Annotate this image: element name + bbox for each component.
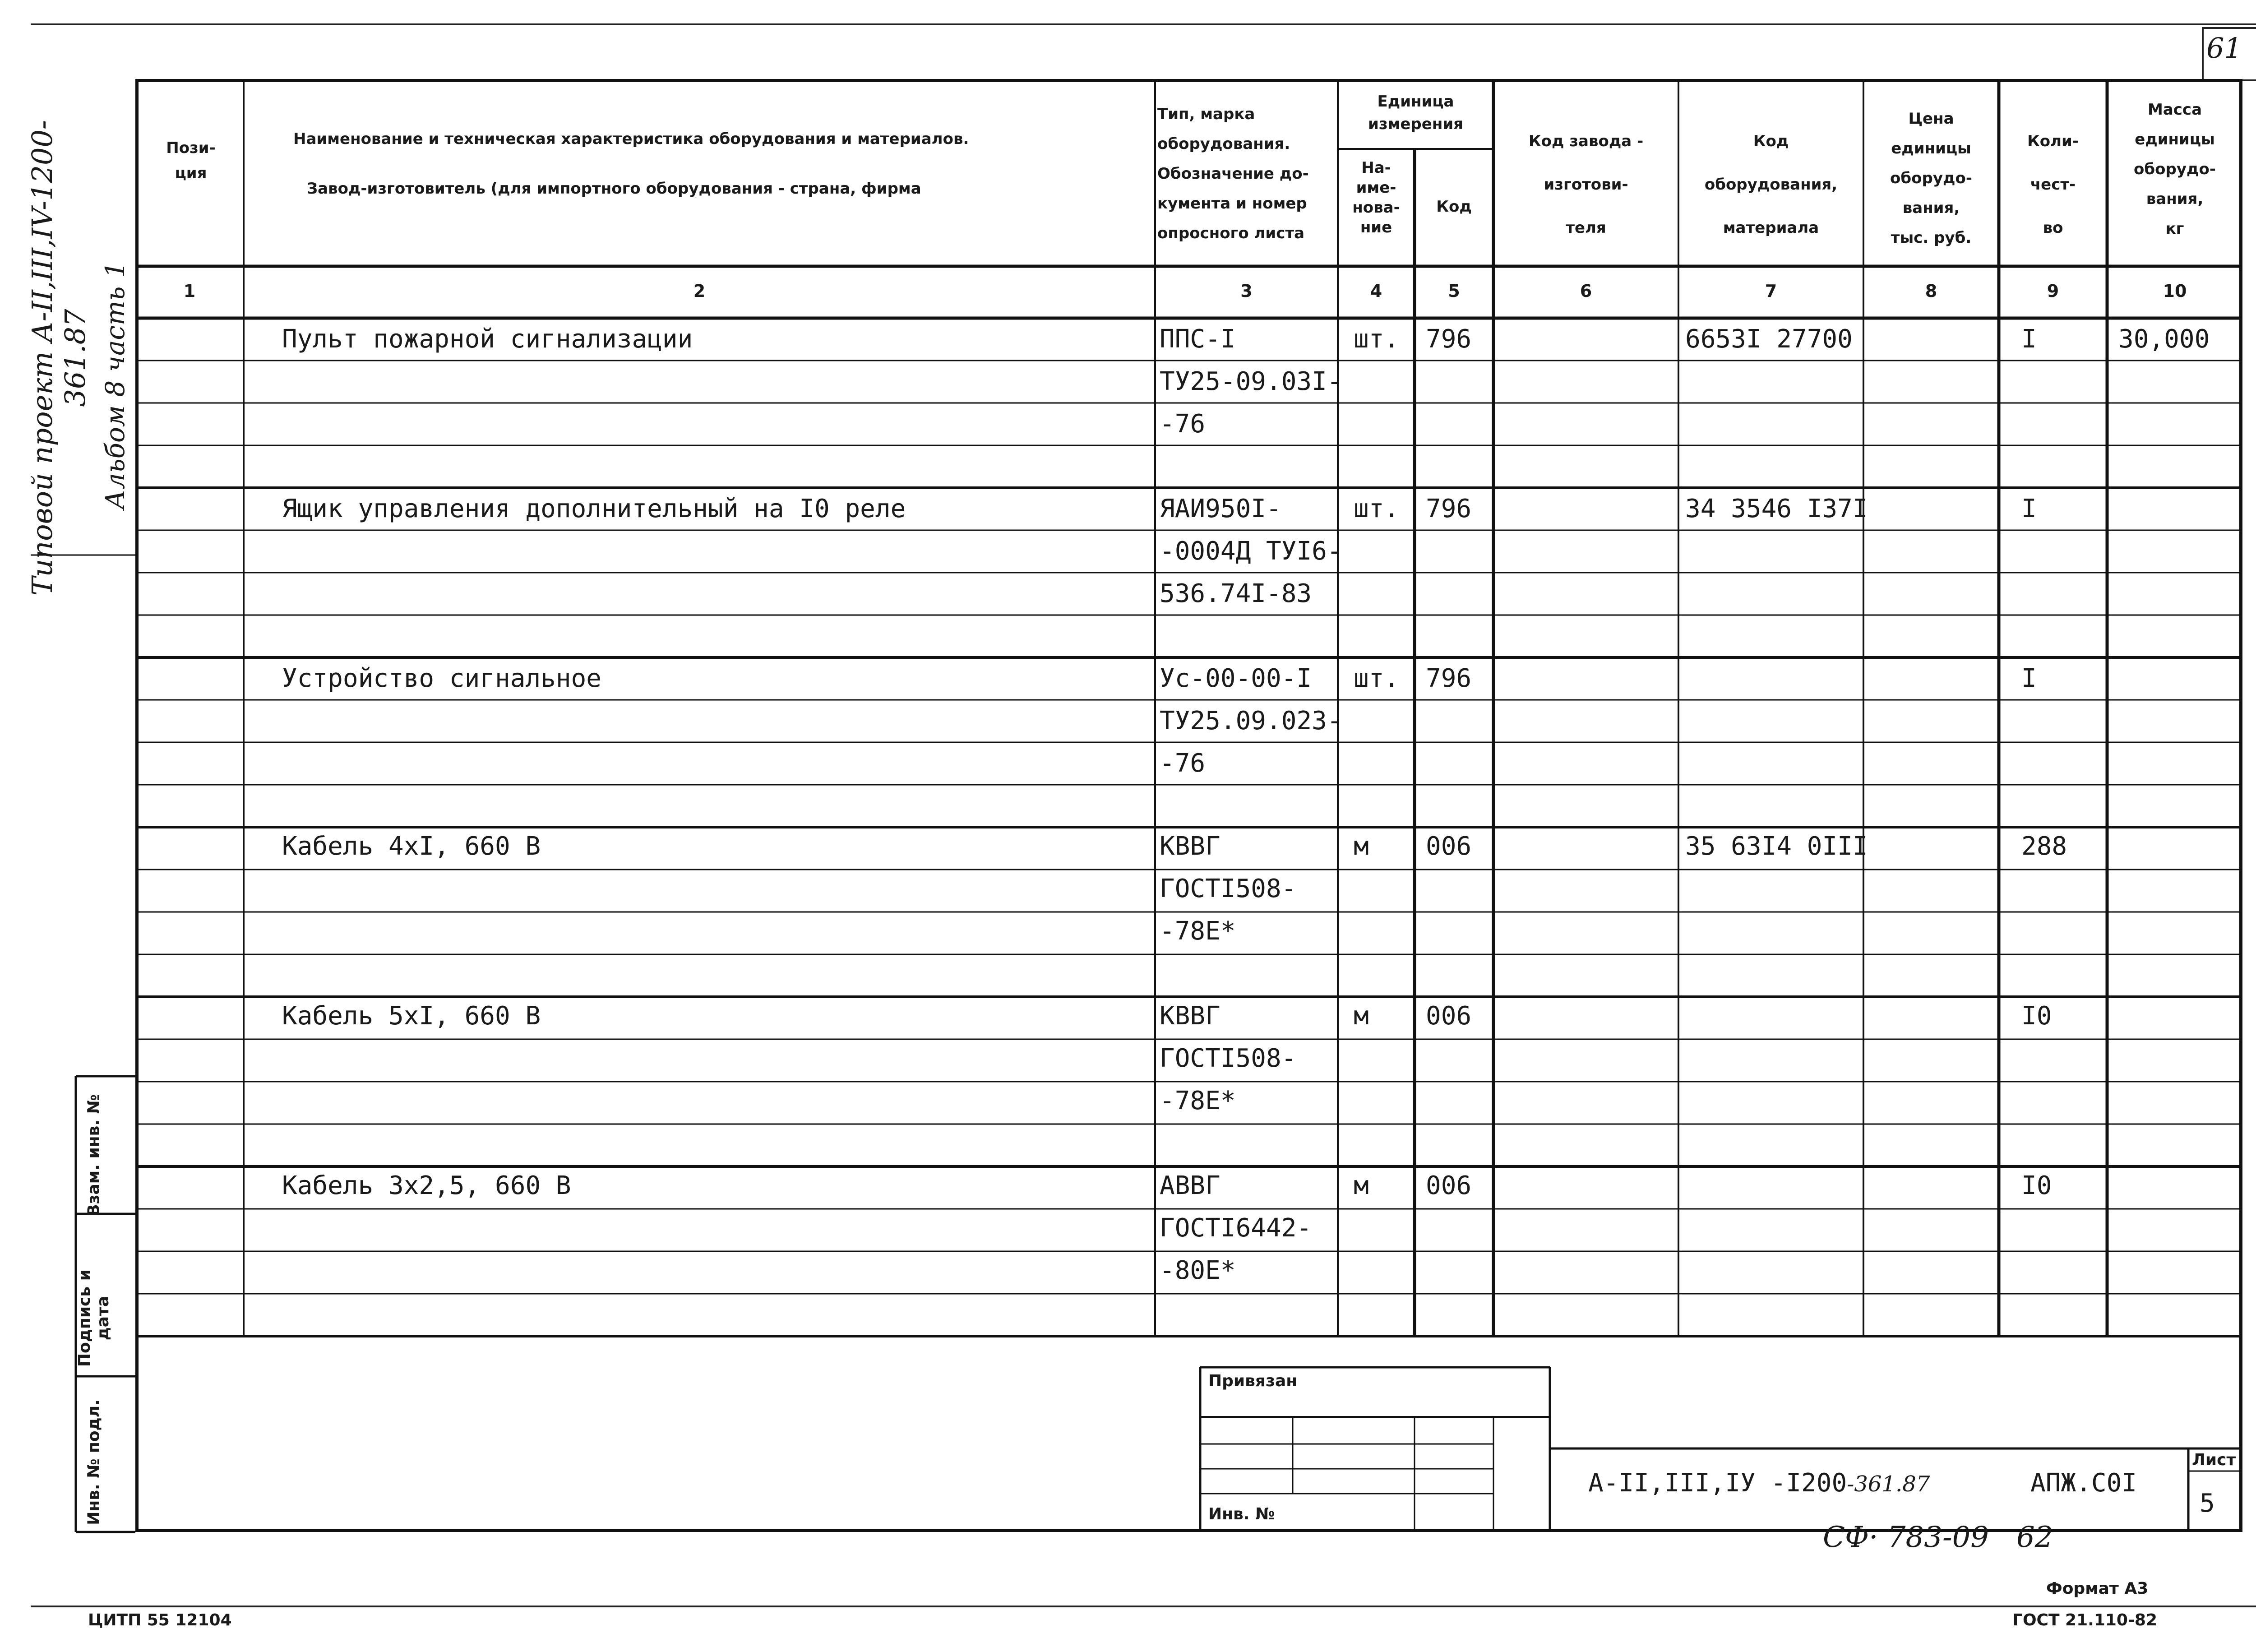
item-type-line: ЯАИ950I- xyxy=(1160,494,1281,523)
item-quantity: I xyxy=(2021,664,2037,693)
header-unit-group: Единица измерения xyxy=(1368,93,1463,133)
item-name: Пульт пожарной сигнализации xyxy=(282,324,693,354)
item-type-line: ППС-I xyxy=(1160,324,1236,354)
item-type-line: КВВГ xyxy=(1160,1001,1220,1031)
item-unit: шт. xyxy=(1354,494,1400,523)
header-unit-code: Код xyxy=(1436,198,1472,216)
item-material-code: 34 3546 I37I xyxy=(1685,494,1868,523)
handwritten-note: СФ· 783-09 62 xyxy=(1823,1521,2053,1554)
item-unit-code: 006 xyxy=(1426,832,1472,861)
item-name: Кабель 4хI, 660 В xyxy=(282,832,541,861)
item-quantity: I0 xyxy=(2021,1001,2052,1031)
header-position: Пози- ция xyxy=(166,139,216,182)
column-number-8: 8 xyxy=(1925,281,1937,301)
header-mass: Масса единицы оборудо- вания, кг xyxy=(2134,101,2216,238)
format-label: Формат А3 xyxy=(2046,1579,2149,1598)
item-type-line: Ус-00-00-I xyxy=(1160,664,1312,693)
item-type-line: 536.74I-83 xyxy=(1160,579,1312,608)
header-name-line2: Завод-изготовитель (для импортного оборудования - страна, фирма xyxy=(307,180,921,198)
header-unit-name: На- име- нова- ние xyxy=(1352,159,1400,236)
item-type-line: ГОСТI508- xyxy=(1160,1044,1297,1073)
item-unit-code: 006 xyxy=(1426,1001,1472,1031)
item-type-line: -0004Д ТУI6- xyxy=(1160,537,1342,566)
item-type-line: -80Е* xyxy=(1160,1256,1236,1285)
item-type-line: -78Е* xyxy=(1160,916,1236,946)
item-material-code: 6653I 27700 xyxy=(1685,324,1853,354)
inv-label: Инв. № xyxy=(1208,1505,1275,1523)
column-number-1: 1 xyxy=(183,281,196,301)
item-name: Кабель 5хI, 660 В xyxy=(282,1001,541,1031)
footer-standard: ГОСТ 21.110-82 xyxy=(2012,1611,2158,1629)
album-label-vertical: Альбом 8 часть 1 xyxy=(100,261,130,509)
column-number-6: 6 xyxy=(1580,281,1592,301)
header-material-code: Код оборудования, материала xyxy=(1704,132,1838,237)
sheet-label: Лист xyxy=(2192,1451,2236,1469)
item-type-line: КВВГ xyxy=(1160,832,1220,861)
item-type-line: АВВГ xyxy=(1160,1171,1220,1200)
project-title-vertical: Типовой проект А-II,III,IV-1200-361.87 xyxy=(26,120,92,596)
item-unit: м xyxy=(1354,1001,1369,1031)
item-unit-code: 006 xyxy=(1426,1171,1472,1200)
stamp-signature-date: Подпись и дата xyxy=(75,1269,112,1367)
item-unit-code: 796 xyxy=(1426,494,1472,523)
sheet-mark: 61 xyxy=(2206,32,2242,65)
item-type-line: -78Е* xyxy=(1160,1086,1236,1115)
item-name: Кабель 3х2,5, 660 В xyxy=(282,1171,571,1200)
item-unit: шт. xyxy=(1354,324,1400,354)
item-unit: шт. xyxy=(1354,664,1400,693)
column-number-7: 7 xyxy=(1765,281,1777,301)
item-type-line: -76 xyxy=(1160,749,1206,778)
item-material-code: 35 63I4 0III xyxy=(1685,832,1868,861)
item-unit-code: 796 xyxy=(1426,664,1472,693)
column-number-5: 5 xyxy=(1448,281,1460,301)
doc-mark: АПЖ.С0I xyxy=(2030,1468,2137,1498)
header-quantity: Коли- чест- во xyxy=(2027,132,2079,237)
item-quantity: I xyxy=(2021,494,2037,523)
column-number-10: 10 xyxy=(2163,281,2187,301)
item-type-line: -76 xyxy=(1160,409,1206,439)
column-number-4: 4 xyxy=(1370,281,1382,301)
footer-left-code: ЦИТП 55 12104 xyxy=(88,1611,232,1629)
item-name: Ящик управления дополнительный на I0 реле xyxy=(282,494,906,523)
item-type-line: ТУ25-09.03I- xyxy=(1160,367,1342,396)
stamp-replace-inv: Взам. инв. № xyxy=(84,1094,103,1217)
header-factory-code: Код завода - изготови- теля xyxy=(1528,132,1644,237)
sheet-number: 5 xyxy=(2200,1489,2215,1518)
item-type-line: ГОСТI6442- xyxy=(1160,1213,1312,1243)
doc-code xyxy=(1588,1462,1930,1505)
item-mass: 30,000 xyxy=(2118,324,2210,354)
bound-label: Привязан xyxy=(1208,1372,1298,1390)
column-number-3: 3 xyxy=(1240,281,1253,301)
header-price: Цена единицы оборудо- вания, тыс. руб. xyxy=(1890,110,1972,247)
stamp-inv-original: Инв. № подл. xyxy=(84,1399,103,1525)
column-number-9: 9 xyxy=(2047,281,2059,301)
header-type: Тип, марка оборудования. Обозначение до- кумента и номер опросного листа xyxy=(1157,105,1309,242)
item-unit: м xyxy=(1354,1171,1369,1200)
item-quantity: I xyxy=(2021,324,2037,354)
column-number-2: 2 xyxy=(693,281,706,301)
item-unit-code: 796 xyxy=(1426,324,1472,354)
doc-code-typed: А-II,III,IУ -I200 xyxy=(1588,1468,1847,1498)
item-quantity: I0 xyxy=(2021,1171,2052,1200)
header-name-line1: Наименование и техническая характеристика оборудования и материалов. xyxy=(293,130,969,148)
doc-code-handwritten: -361.87 xyxy=(1847,1472,1930,1497)
item-type-line: ГОСТI508- xyxy=(1160,874,1297,903)
item-type-line: ТУ25.09.023- xyxy=(1160,706,1342,736)
item-unit: м xyxy=(1354,832,1369,861)
item-quantity: 288 xyxy=(2021,832,2067,861)
item-name: Устройство сигнальное xyxy=(282,664,602,693)
